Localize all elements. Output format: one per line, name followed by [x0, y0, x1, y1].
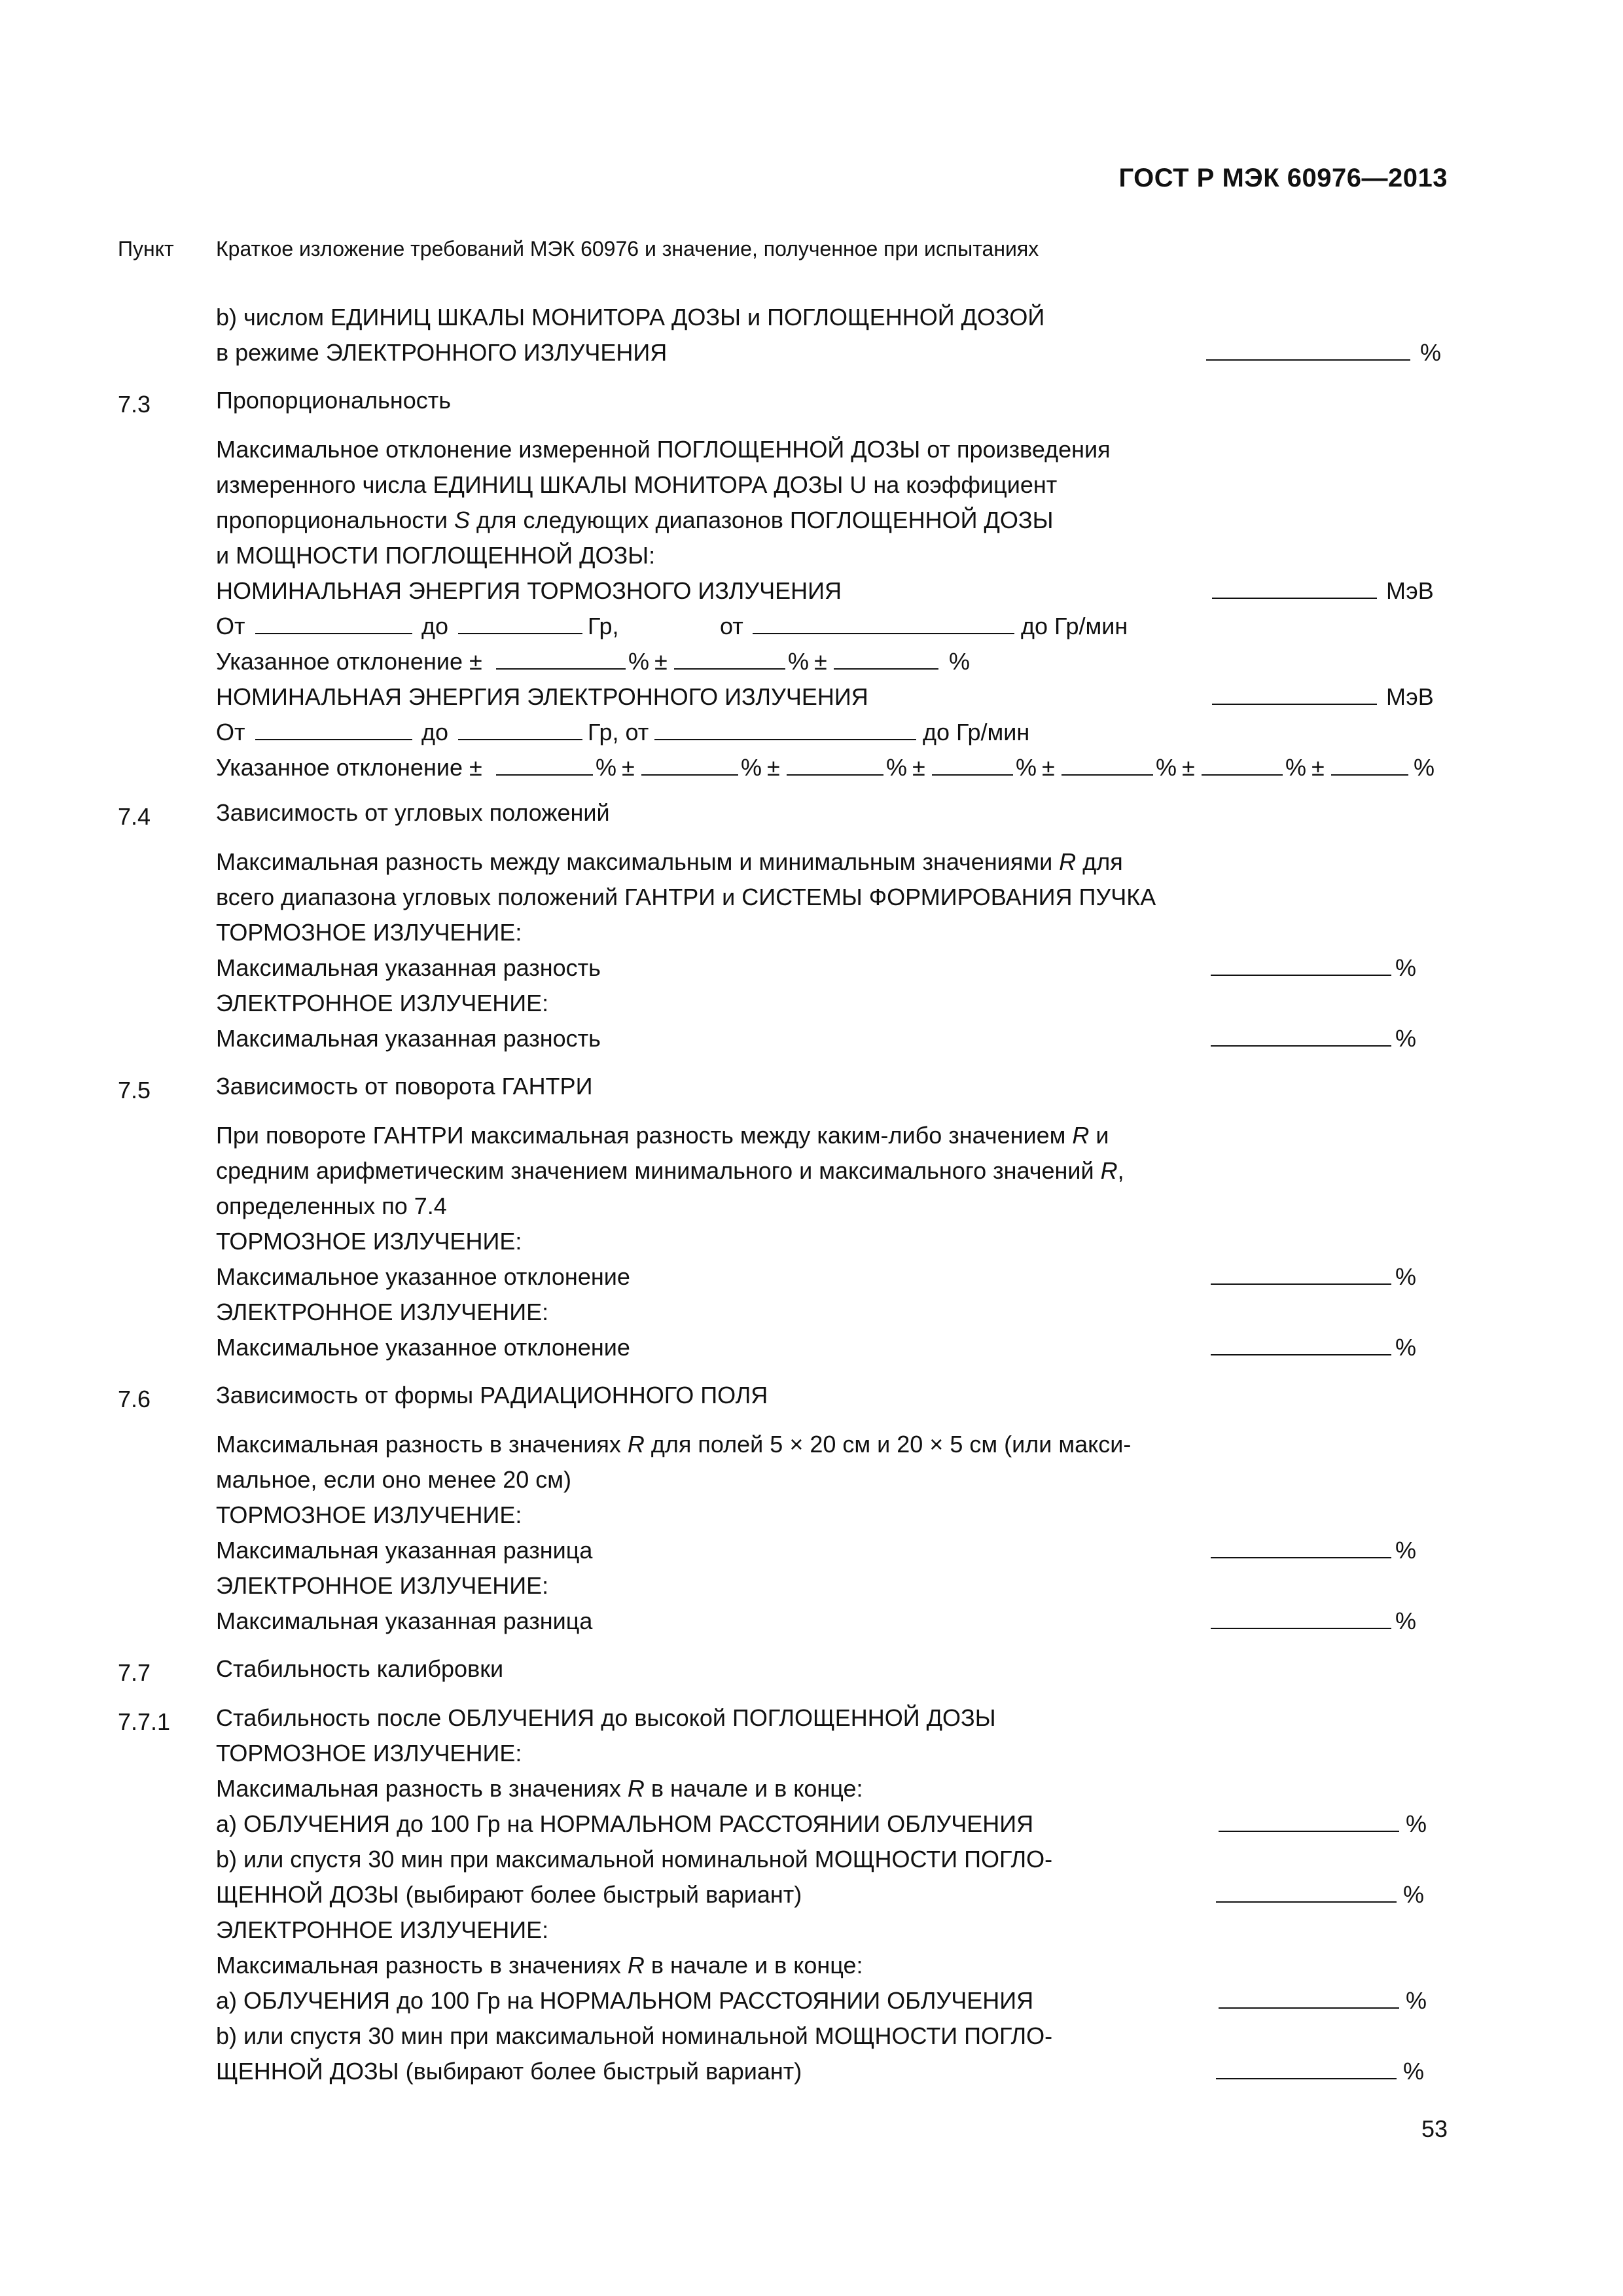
from-label: От: [216, 719, 245, 745]
paragraph-line: и МОЩНОСТИ ПОГЛОЩЕННОЙ ДОЗЫ:: [216, 542, 656, 569]
clause-title: Зависимость от формы РАДИАЦИОННОГО ПОЛЯ: [216, 1382, 768, 1408]
percent-unit: %: [1414, 754, 1435, 781]
electron-label: ЭЛЕКТРОННОЕ ИЗЛУЧЕНИЕ:: [216, 1916, 549, 1943]
item-b-line1: b) или спустя 30 мин при максимальной номинальной МОЩНОСТИ ПОГЛО-: [216, 2022, 1053, 2049]
blank-field[interactable]: [932, 750, 1013, 785]
plus-minus: ±: [1182, 754, 1195, 781]
blank-field[interactable]: [1216, 1877, 1397, 1912]
blank-field[interactable]: [1202, 750, 1283, 785]
blank-field[interactable]: [458, 715, 582, 750]
mev-unit: МэВ: [1386, 577, 1434, 604]
clause-title: Зависимость от угловых положений: [216, 799, 610, 826]
item-b-line2: ЩЕННОЙ ДОЗЫ (выбирают более быстрый вариант): [216, 1881, 802, 1908]
percent-unit: %: [1406, 1987, 1427, 2014]
blank-field[interactable]: [1211, 1604, 1391, 1639]
brems-label: ТОРМОЗНОЕ ИЗЛУЧЕНИЕ:: [216, 1501, 522, 1528]
percent-unit: %: [886, 754, 908, 781]
blank-field[interactable]: [1211, 1533, 1391, 1568]
gy-from-label: Гр, от: [588, 719, 649, 745]
plus-minus: ±: [622, 754, 635, 781]
electron-energy-label: НОМИНАЛЬНАЯ ЭНЕРГИЯ ЭЛЕКТРОННОГО ИЗЛУЧЕНИЯ: [216, 683, 868, 710]
paragraph-line: всего диапазона угловых положений ГАНТРИ и СИСТЕМЫ ФОРМИРОВАНИЯ ПУЧКА: [216, 884, 1156, 910]
page-number: 53: [1421, 2115, 1448, 2142]
blank-field[interactable]: [1061, 750, 1153, 785]
plus-minus: ±: [767, 754, 780, 781]
blank-field[interactable]: [1212, 679, 1377, 715]
deviation-label: Указанное отклонение ±: [216, 648, 482, 675]
percent-unit: %: [1395, 1025, 1417, 1052]
deviation-label: Указанное отклонение ±: [216, 754, 482, 781]
electron-label: ЭЛЕКТРОННОЕ ИЗЛУЧЕНИЕ:: [216, 1572, 549, 1599]
clause-number: 7.4: [118, 803, 151, 830]
blank-field[interactable]: [674, 644, 785, 679]
max-dev-label: Максимальное указанное отклонение: [216, 1334, 630, 1361]
blank-field[interactable]: [1211, 1259, 1391, 1295]
to-label: до: [421, 719, 449, 745]
blank-field[interactable]: [654, 715, 916, 750]
to-gy-min-label: до Гр/мин: [1021, 613, 1128, 639]
gy-label: Гр,: [588, 613, 619, 639]
mev-unit: МэВ: [1386, 683, 1434, 710]
item-a: a) ОБЛУЧЕНИЯ до 100 Гр на НОРМАЛЬНОМ РАССТОЯНИИ ОБЛУЧЕНИЯ: [216, 1810, 1034, 1837]
percent-unit: %: [1403, 2058, 1425, 2085]
percent-unit: %: [596, 754, 617, 781]
paragraph-line: Максимальная разность в значениях R для полей 5 × 20 см и 20 × 5 см (или макси-: [216, 1431, 1132, 1458]
to-label: до: [421, 613, 449, 639]
blank-field[interactable]: [1219, 1806, 1399, 1842]
diff-label: Максимальная разность в значениях R в начале и в конце:: [216, 1952, 863, 1979]
item-b-line1: b) числом ЕДИНИЦ ШКАЛЫ МОНИТОРА ДОЗЫ и ПОГЛОЩЕННОЙ ДОЗОЙ: [216, 304, 1045, 331]
plus-minus: ±: [654, 648, 668, 675]
item-b-line2: ЩЕННОЙ ДОЗЫ (выбирают более быстрый вариант): [216, 2058, 802, 2085]
paragraph-line: Максимальная разность между максимальным и минимальным значениями R для: [216, 848, 1123, 875]
blank-field[interactable]: [1211, 1330, 1391, 1365]
max-diff-label: Максимальная указанная разность: [216, 1025, 601, 1052]
clause-title: Зависимость от поворота ГАНТРИ: [216, 1073, 593, 1100]
percent-unit: %: [1420, 339, 1442, 366]
blank-field[interactable]: [1219, 1983, 1399, 2018]
plus-minus: ±: [1311, 754, 1325, 781]
max-diff-label: Максимальная указанная разница: [216, 1537, 593, 1564]
clause-number: 7.7: [118, 1659, 151, 1686]
paragraph-line: При повороте ГАНТРИ максимальная разность между каким-либо значением R и: [216, 1122, 1109, 1149]
blank-field[interactable]: [496, 750, 593, 785]
brems-label: ТОРМОЗНОЕ ИЗЛУЧЕНИЕ:: [216, 919, 522, 946]
clause-title: Стабильность после ОБЛУЧЕНИЯ до высокой ПОГЛОЩЕННОЙ ДОЗЫ: [216, 1704, 996, 1731]
document-id: ГОСТ Р МЭК 60976—2013: [1118, 164, 1448, 192]
blank-field[interactable]: [1206, 335, 1410, 370]
blank-field[interactable]: [458, 609, 582, 644]
clause-number: 7.7.1: [118, 1708, 171, 1735]
plus-minus: ±: [912, 754, 925, 781]
percent-unit: %: [1016, 754, 1037, 781]
percent-unit: %: [741, 754, 762, 781]
percent-unit: %: [1285, 754, 1307, 781]
percent-unit: %: [1395, 1607, 1417, 1634]
blank-field[interactable]: [255, 715, 412, 750]
blank-field[interactable]: [641, 750, 738, 785]
blank-field[interactable]: [1331, 750, 1408, 785]
blank-field[interactable]: [496, 644, 626, 679]
blank-field[interactable]: [1216, 2054, 1397, 2089]
from-label: От: [216, 613, 245, 639]
percent-unit: %: [949, 648, 971, 675]
clause-number: 7.3: [118, 391, 151, 418]
blank-field[interactable]: [834, 644, 938, 679]
percent-unit: %: [1156, 754, 1177, 781]
percent-unit: %: [1395, 1263, 1417, 1290]
plus-minus: ±: [1042, 754, 1055, 781]
clause-number: 7.5: [118, 1077, 151, 1103]
paragraph-line: средним арифметическим значением минимального и максимального значений R,: [216, 1157, 1124, 1184]
percent-unit: %: [1395, 954, 1417, 981]
to-gy-min-label: до Гр/мин: [923, 719, 1030, 745]
blank-field[interactable]: [255, 609, 412, 644]
column-header-clause: Пункт: [118, 237, 174, 260]
blank-field[interactable]: [1211, 950, 1391, 986]
blank-field[interactable]: [787, 750, 883, 785]
from-label: от: [720, 613, 743, 639]
paragraph-line: измеренного числа ЕДИНИЦ ШКАЛЫ МОНИТОРА ДОЗЫ U на коэффициент: [216, 471, 1058, 498]
blank-field[interactable]: [753, 609, 1014, 644]
max-diff-label: Максимальная указанная разность: [216, 954, 601, 981]
clause-title: Пропорциональность: [216, 387, 452, 414]
brems-label: ТОРМОЗНОЕ ИЗЛУЧЕНИЕ:: [216, 1740, 522, 1767]
blank-field[interactable]: [1211, 1021, 1391, 1056]
electron-label: ЭЛЕКТРОННОЕ ИЗЛУЧЕНИЕ:: [216, 990, 549, 1016]
paragraph-line: определенных по 7.4: [216, 1193, 447, 1219]
electron-label: ЭЛЕКТРОННОЕ ИЗЛУЧЕНИЕ:: [216, 1299, 549, 1325]
max-diff-label: Максимальная указанная разница: [216, 1607, 593, 1634]
brems-label: ТОРМОЗНОЕ ИЗЛУЧЕНИЕ:: [216, 1228, 522, 1255]
plus-minus: ±: [814, 648, 827, 675]
percent-unit: %: [1395, 1537, 1417, 1564]
clause-number: 7.6: [118, 1386, 151, 1412]
item-b-line1: b) или спустя 30 мин при максимальной номинальной МОЩНОСТИ ПОГЛО-: [216, 1846, 1053, 1873]
percent-unit: %: [628, 648, 650, 675]
item-b-line2: в режиме ЭЛЕКТРОННОГО ИЗЛУЧЕНИЯ: [216, 339, 668, 366]
paragraph-line: пропорциональности S для следующих диапазонов ПОГЛОЩЕННОЙ ДОЗЫ: [216, 507, 1054, 533]
item-a: a) ОБЛУЧЕНИЯ до 100 Гр на НОРМАЛЬНОМ РАССТОЯНИИ ОБЛУЧЕНИЯ: [216, 1987, 1034, 2014]
clause-title: Стабильность калибровки: [216, 1655, 504, 1682]
blank-field[interactable]: [1212, 573, 1377, 609]
brems-energy-label: НОМИНАЛЬНАЯ ЭНЕРГИЯ ТОРМОЗНОГО ИЗЛУЧЕНИЯ: [216, 577, 842, 604]
percent-unit: %: [1406, 1810, 1427, 1837]
paragraph-line: Максимальное отклонение измеренной ПОГЛОЩЕННОЙ ДОЗЫ от произведения: [216, 436, 1111, 463]
max-dev-label: Максимальное указанное отклонение: [216, 1263, 630, 1290]
percent-unit: %: [788, 648, 810, 675]
column-header-summary: Краткое изложение требований МЭК 60976 и значение, полученное при испытаниях: [216, 237, 1039, 260]
percent-unit: %: [1395, 1334, 1417, 1361]
paragraph-line: мальное, если оно менее 20 см): [216, 1466, 572, 1493]
diff-label: Максимальная разность в значениях R в начале и в конце:: [216, 1775, 863, 1802]
percent-unit: %: [1403, 1881, 1425, 1908]
